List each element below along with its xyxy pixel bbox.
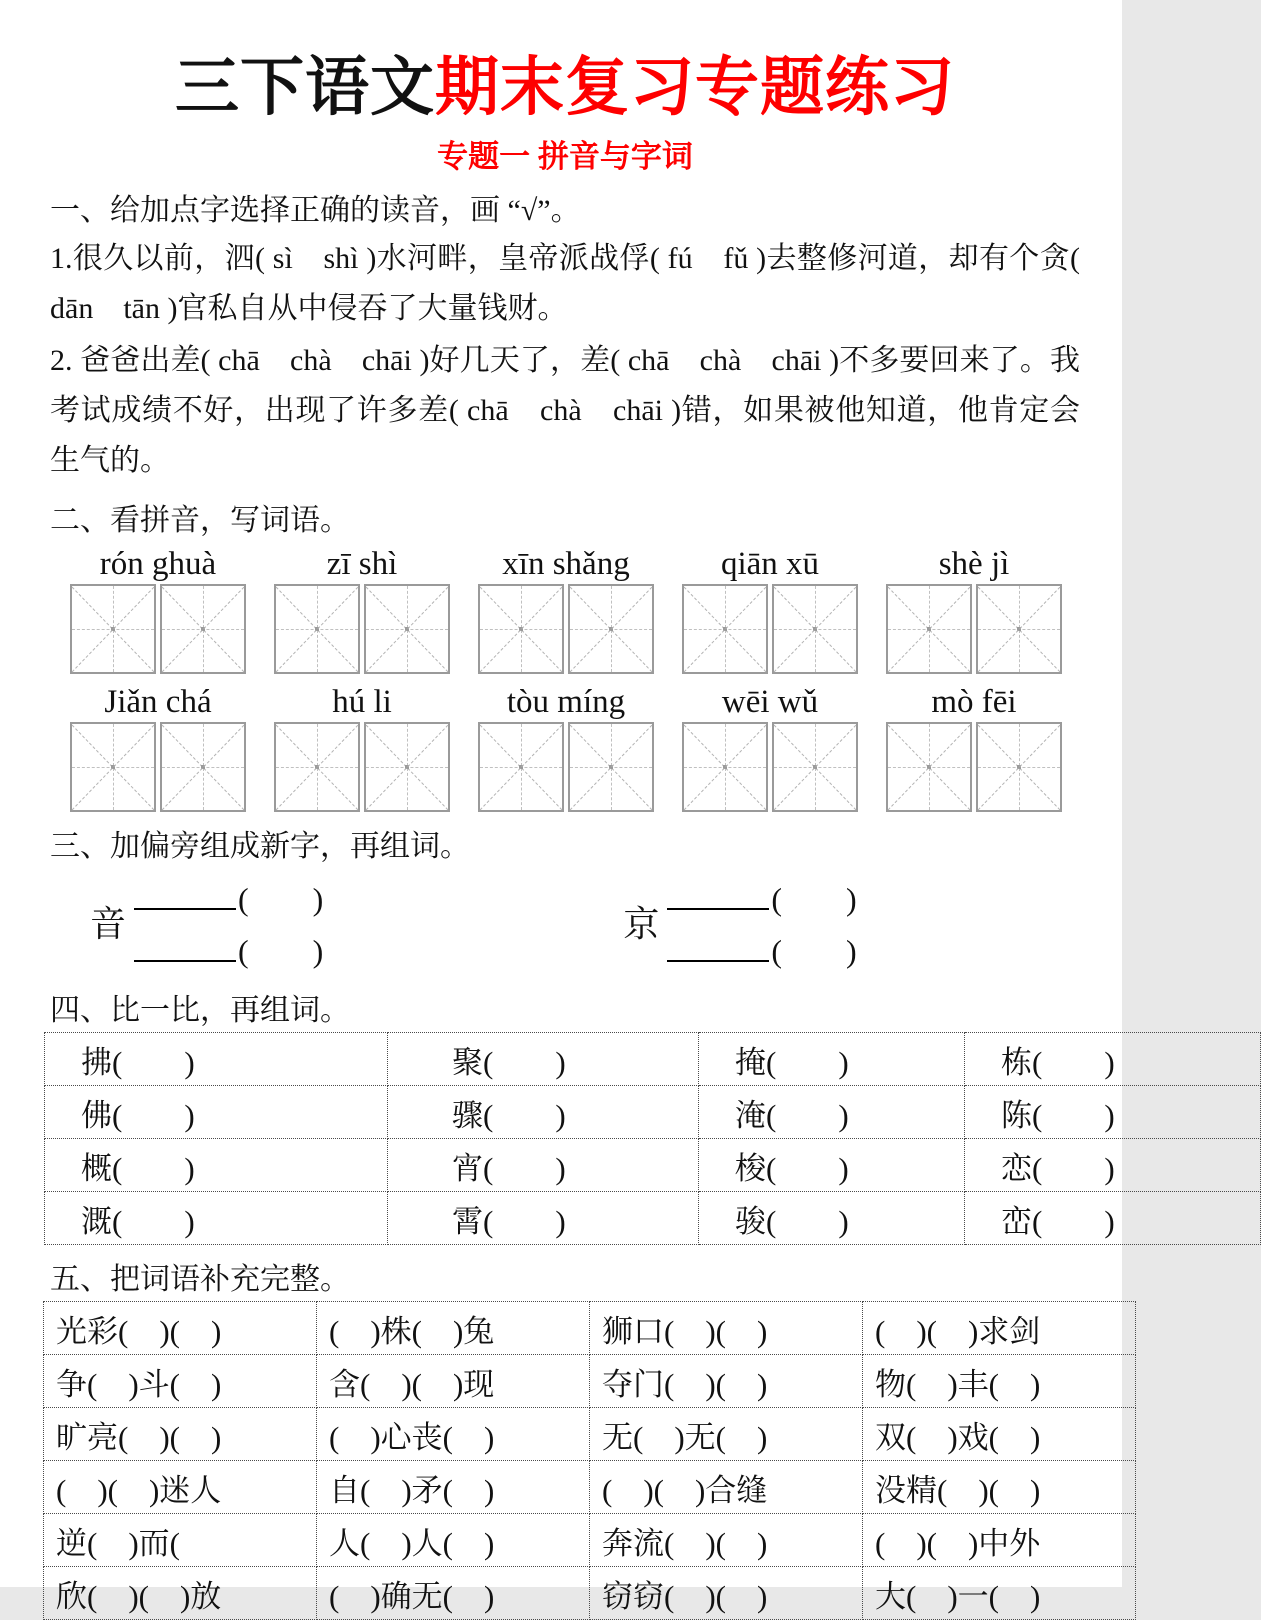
table-cell: ( )确无( ) (317, 1567, 590, 1620)
radical-answer-line (134, 924, 323, 976)
radical-base-char: 音 (90, 904, 127, 944)
section5-heading: 五、把词语补充完整。 (50, 1263, 350, 1296)
table-cell: ( )株( )兔 (317, 1302, 590, 1355)
table-cell: 大( )一( ) (863, 1567, 1136, 1620)
radical-answer-lines (134, 872, 323, 976)
table-cell: 佛( ) (45, 1086, 388, 1139)
table-cell: 自( )矛( ) (317, 1461, 590, 1514)
pinyin-label: shè jì (938, 546, 1010, 582)
writing-box[interactable] (886, 584, 972, 674)
complete-idioms-table (43, 1301, 1136, 1620)
table-cell: 骏( ) (699, 1192, 965, 1245)
table-cell: ( )( )合缝 (590, 1461, 863, 1514)
table-row (45, 1139, 1261, 1192)
subtitle: 专题一 拼音与字词 (437, 139, 693, 174)
writing-box-pair (270, 722, 454, 812)
table-cell: 无( )无( ) (590, 1408, 863, 1461)
pinyin-row-1 (66, 544, 1066, 674)
writing-box[interactable] (772, 584, 858, 674)
section2-heading: 二、看拼音，写词语。 (50, 504, 350, 537)
table-row (44, 1461, 1136, 1514)
table-cell: 窃窃( )( ) (590, 1567, 863, 1620)
writing-box-pair (678, 584, 862, 674)
writing-box[interactable] (274, 722, 360, 812)
radical-exercise (50, 872, 1080, 976)
table-cell: 夺门( )( ) (590, 1355, 863, 1408)
table-cell: 掩( ) (699, 1033, 965, 1086)
section3-heading: 三、加偏旁组成新字，再组词。 (50, 830, 470, 863)
table-cell: ( )心丧( ) (317, 1408, 590, 1461)
writing-box[interactable] (682, 722, 768, 812)
table-row (44, 1408, 1136, 1461)
answer-parens: ( ) (771, 933, 857, 969)
writing-box-pair (270, 584, 454, 674)
writing-box-pair (882, 584, 1066, 674)
writing-box-pair (882, 722, 1066, 812)
table-cell: ( )( )中外 (863, 1514, 1136, 1567)
fill-blank-line[interactable] (667, 924, 769, 962)
writing-box-pair (66, 722, 250, 812)
pinyin-label: qiān xū (720, 546, 820, 582)
compare-words-table (44, 1032, 1261, 1245)
writing-box[interactable] (682, 584, 768, 674)
fill-blank-line[interactable] (134, 872, 236, 910)
pinyin-group (678, 544, 862, 674)
writing-box[interactable] (976, 722, 1062, 812)
table-row (45, 1192, 1261, 1245)
pinyin-row-2 (66, 682, 1066, 812)
answer-parens: ( ) (238, 933, 324, 969)
table-cell: 含( )( )现 (317, 1355, 590, 1408)
table-cell: 峦( ) (965, 1192, 1261, 1245)
fill-blank-line[interactable] (134, 924, 236, 962)
table-cell: 人( )人( ) (317, 1514, 590, 1567)
table-cell: 溉( ) (45, 1192, 388, 1245)
pinyin-label: xīn shǎng (502, 546, 630, 582)
pinyin-group (678, 682, 862, 812)
pinyin-group (474, 682, 658, 812)
table-cell: 梭( ) (699, 1139, 965, 1192)
writing-box[interactable] (274, 584, 360, 674)
radical-answer-line (667, 924, 856, 976)
page-title (50, 50, 1080, 126)
radical-answer-lines (667, 872, 856, 976)
pinyin-label: wēi wǔ (721, 684, 819, 720)
table-cell: 物( )丰( ) (863, 1355, 1136, 1408)
table-cell: 奔流( )( ) (590, 1514, 863, 1567)
writing-box[interactable] (70, 584, 156, 674)
pinyin-group (270, 682, 454, 812)
fill-blank-line[interactable] (667, 872, 769, 910)
table-cell: 淹( ) (699, 1086, 965, 1139)
writing-box[interactable] (478, 722, 564, 812)
table-cell: 逆( )而( (44, 1514, 317, 1567)
writing-box[interactable] (772, 722, 858, 812)
table-row (45, 1086, 1261, 1139)
radical-item-yin (90, 872, 323, 976)
writing-box-pair (474, 722, 658, 812)
table-cell: 宵( ) (388, 1139, 699, 1192)
writing-box[interactable] (976, 584, 1062, 674)
table-cell: ( )( )求剑 (863, 1302, 1136, 1355)
pinyin-group (474, 544, 658, 674)
writing-box[interactable] (364, 722, 450, 812)
pinyin-group (882, 544, 1066, 674)
answer-parens: ( ) (238, 881, 324, 917)
table-cell: 争( )斗( ) (44, 1355, 317, 1408)
title-topic-part: 期末复习专题练习 (435, 52, 955, 123)
pinyin-group (66, 682, 250, 812)
table-cell: 聚( ) (388, 1033, 699, 1086)
answer-parens: ( ) (771, 881, 857, 917)
pinyin-group (66, 544, 250, 674)
pinyin-label: rón ghuà (99, 546, 217, 582)
table-cell: 光彩( )( ) (44, 1302, 317, 1355)
radical-item-jing (623, 872, 856, 976)
writing-box[interactable] (70, 722, 156, 812)
section1-paragraph-1: 1.很久以前，泗( sì shì )水河畔，皇帝派战俘( fú fǔ )去整修河道，却有个贪( dān tān )官私自从中侵吞了大量钱财。 (50, 242, 1080, 325)
pinyin-label: zī shì (326, 546, 398, 582)
writing-box[interactable] (160, 722, 246, 812)
writing-box-pair (66, 584, 250, 674)
writing-box[interactable] (886, 722, 972, 812)
table-cell: 陈( ) (965, 1086, 1261, 1139)
section4-heading: 四、比一比，再组词。 (50, 994, 350, 1027)
table-cell: 旷亮( )( ) (44, 1408, 317, 1461)
writing-box[interactable] (568, 722, 654, 812)
pinyin-group (882, 682, 1066, 812)
writing-box[interactable] (364, 584, 450, 674)
writing-box-pair (678, 722, 862, 812)
pinyin-label: hú li (332, 684, 392, 720)
section1-heading: 一、给加点字选择正确的读音，画 “√”。 (50, 194, 581, 227)
pinyin-label: Jiǎn chá (104, 684, 212, 720)
table-cell: 双( )戏( ) (863, 1408, 1136, 1461)
table-cell: 没精( )( ) (863, 1461, 1136, 1514)
table-row (45, 1033, 1261, 1086)
table-cell: 拂( ) (45, 1033, 388, 1086)
table-row (44, 1302, 1136, 1355)
writing-box[interactable] (478, 584, 564, 674)
writing-box[interactable] (160, 584, 246, 674)
radical-answer-line (134, 872, 323, 924)
pinyin-group (270, 544, 454, 674)
table-cell: 恋( ) (965, 1139, 1261, 1192)
table-cell: 栋( ) (965, 1033, 1261, 1086)
table-row (44, 1514, 1136, 1567)
table-row (44, 1355, 1136, 1408)
table-cell: 骤( ) (388, 1086, 699, 1139)
section1-paragraph-2: 2. 爸爸出差( chā chà chāi )好几天了，差( chā chà chāi )不多要回来了。我考试成绩不好，出现了许多差( chā chà chāi )错，如果被他知道，他肯定会生气的。 (50, 344, 1080, 477)
pinyin-label: tòu míng (506, 684, 626, 720)
table-row (44, 1567, 1136, 1620)
radical-answer-line (667, 872, 856, 924)
radical-base-char: 京 (623, 904, 660, 944)
writing-box-pair (474, 584, 658, 674)
pinyin-label: mò fēi (931, 684, 1017, 720)
table-cell: ( )( )迷人 (44, 1461, 317, 1514)
table-cell: 霄( ) (388, 1192, 699, 1245)
table-cell: 狮口( )( ) (590, 1302, 863, 1355)
writing-box[interactable] (568, 584, 654, 674)
table-cell: 概( ) (45, 1139, 388, 1192)
table-cell: 欣( )( )放 (44, 1567, 317, 1620)
title-grade-part: 三下语文 (175, 52, 435, 123)
